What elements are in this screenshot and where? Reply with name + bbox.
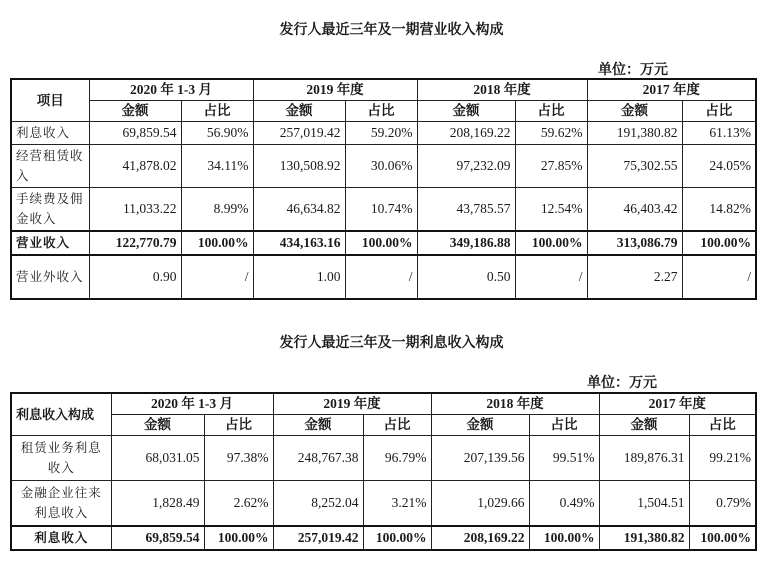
table-cell: 61.13% [682, 122, 756, 145]
interest-income-table [10, 392, 757, 551]
table1-period-header: 2018 年度 [417, 79, 587, 101]
row-label: 租赁业务利息收入 [11, 436, 111, 481]
table1-amount-header: 金额 [89, 101, 181, 122]
table-cell: 208,169.22 [417, 122, 515, 145]
table2-amount-header: 金额 [599, 415, 689, 436]
table-cell: 100.00% [345, 231, 417, 255]
table-cell: 30.06% [345, 145, 417, 188]
table-cell: 189,876.31 [599, 436, 689, 481]
table-cell: 257,019.42 [273, 526, 363, 550]
table-cell: 10.74% [345, 188, 417, 232]
table-row [11, 122, 756, 145]
table-cell: 1,828.49 [111, 481, 204, 527]
table-cell: 68,031.05 [111, 436, 204, 481]
table2-amount-header: 金额 [273, 415, 363, 436]
table-cell: 349,186.88 [417, 231, 515, 255]
table-cell: 56.90% [181, 122, 253, 145]
table-cell: 8.99% [181, 188, 253, 232]
table-row [11, 481, 756, 527]
table2-period-header: 2018 年度 [431, 393, 599, 415]
revenue-composition-table [10, 78, 757, 300]
table-cell: 97.38% [204, 436, 273, 481]
table-cell: 191,380.82 [599, 526, 689, 550]
table2-item-header: 利息收入构成 [11, 393, 111, 436]
table2-period-header: 2020 年 1-3 月 [111, 393, 273, 415]
table-cell: 100.00% [204, 526, 273, 550]
table2-period-header: 2017 年度 [599, 393, 756, 415]
table1-amount-header: 金额 [253, 101, 345, 122]
table-cell: 191,380.82 [587, 122, 682, 145]
table-cell: 1,029.66 [431, 481, 529, 527]
table2-title: 发行人最近三年及一期利息收入构成 [279, 335, 504, 351]
row-label: 金融企业往来利息收入 [11, 481, 111, 527]
table-cell: 208,169.22 [431, 526, 529, 550]
table1-ratio-header: 占比 [515, 101, 587, 122]
table2-ratio-header: 占比 [204, 415, 273, 436]
table-cell: / [345, 255, 417, 299]
table-cell: 69,859.54 [89, 122, 181, 145]
row-label: 营业收入 [11, 231, 89, 255]
table-cell: 100.00% [181, 231, 253, 255]
table-cell: 434,163.16 [253, 231, 345, 255]
table-cell: 59.62% [515, 122, 587, 145]
table-cell: 100.00% [682, 231, 756, 255]
table-cell: 11,033.22 [89, 188, 181, 232]
table-cell: 248,767.38 [273, 436, 363, 481]
table-cell: 1.00 [253, 255, 345, 299]
table-cell: 1,504.51 [599, 481, 689, 527]
table-cell: 24.05% [682, 145, 756, 188]
table-cell: 122,770.79 [89, 231, 181, 255]
table1-unit: 单位：万元 [598, 62, 668, 78]
table-row [11, 188, 756, 232]
table-cell: 96.79% [363, 436, 431, 481]
table1-item-header: 项目 [11, 79, 89, 122]
table-row [11, 145, 756, 188]
table2-ratio-header: 占比 [363, 415, 431, 436]
table-cell: 0.90 [89, 255, 181, 299]
row-label: 经营租赁收入 [11, 145, 89, 188]
table-cell: 34.11% [181, 145, 253, 188]
table-cell: 100.00% [529, 526, 599, 550]
table-cell: 0.49% [529, 481, 599, 527]
table-cell: 100.00% [689, 526, 756, 550]
table-cell: 0.50 [417, 255, 515, 299]
table2-unit: 单位：万元 [587, 375, 657, 391]
table-cell: 27.85% [515, 145, 587, 188]
table-cell: 99.21% [689, 436, 756, 481]
table-cell: 2.27 [587, 255, 682, 299]
table-cell: / [515, 255, 587, 299]
table-cell: 99.51% [529, 436, 599, 481]
row-label: 利息收入 [11, 122, 89, 145]
table-row [11, 436, 756, 481]
table1-period-header: 2017 年度 [587, 79, 756, 101]
table-cell: 43,785.57 [417, 188, 515, 232]
table2-amount-header: 金额 [111, 415, 204, 436]
table-cell: 0.79% [689, 481, 756, 527]
table2-amount-header: 金额 [431, 415, 529, 436]
table-cell: 257,019.42 [253, 122, 345, 145]
table-cell: 207,139.56 [431, 436, 529, 481]
table-cell: 130,508.92 [253, 145, 345, 188]
table-cell: / [682, 255, 756, 299]
table-cell: / [181, 255, 253, 299]
table-cell: 14.82% [682, 188, 756, 232]
table-cell: 100.00% [515, 231, 587, 255]
table-cell: 3.21% [363, 481, 431, 527]
table1-period-header: 2019 年度 [253, 79, 417, 101]
table1-ratio-header: 占比 [345, 101, 417, 122]
table-cell: 8,252.04 [273, 481, 363, 527]
table-cell: 46,634.82 [253, 188, 345, 232]
table-cell: 2.62% [204, 481, 273, 527]
table-cell: 313,086.79 [587, 231, 682, 255]
table-row-total [11, 526, 756, 550]
table1-amount-header: 金额 [587, 101, 682, 122]
table1-title: 发行人最近三年及一期营业收入构成 [279, 22, 504, 38]
table2-period-header: 2019 年度 [273, 393, 431, 415]
table1-amount-header: 金额 [417, 101, 515, 122]
table-row [11, 255, 756, 299]
row-label: 利息收入 [11, 526, 111, 550]
table-cell: 69,859.54 [111, 526, 204, 550]
table1-ratio-header: 占比 [181, 101, 253, 122]
table-row-total [11, 231, 756, 255]
table-cell: 41,878.02 [89, 145, 181, 188]
table-cell: 97,232.09 [417, 145, 515, 188]
table-cell: 59.20% [345, 122, 417, 145]
table1-ratio-header: 占比 [682, 101, 756, 122]
table1-period-header: 2020 年 1-3 月 [89, 79, 253, 101]
table-cell: 75,302.55 [587, 145, 682, 188]
row-label: 营业外收入 [11, 255, 89, 299]
table-cell: 46,403.42 [587, 188, 682, 232]
table2-ratio-header: 占比 [529, 415, 599, 436]
row-label: 手续费及佣金收入 [11, 188, 89, 232]
table-cell: 100.00% [363, 526, 431, 550]
table2-ratio-header: 占比 [689, 415, 756, 436]
table-cell: 12.54% [515, 188, 587, 232]
